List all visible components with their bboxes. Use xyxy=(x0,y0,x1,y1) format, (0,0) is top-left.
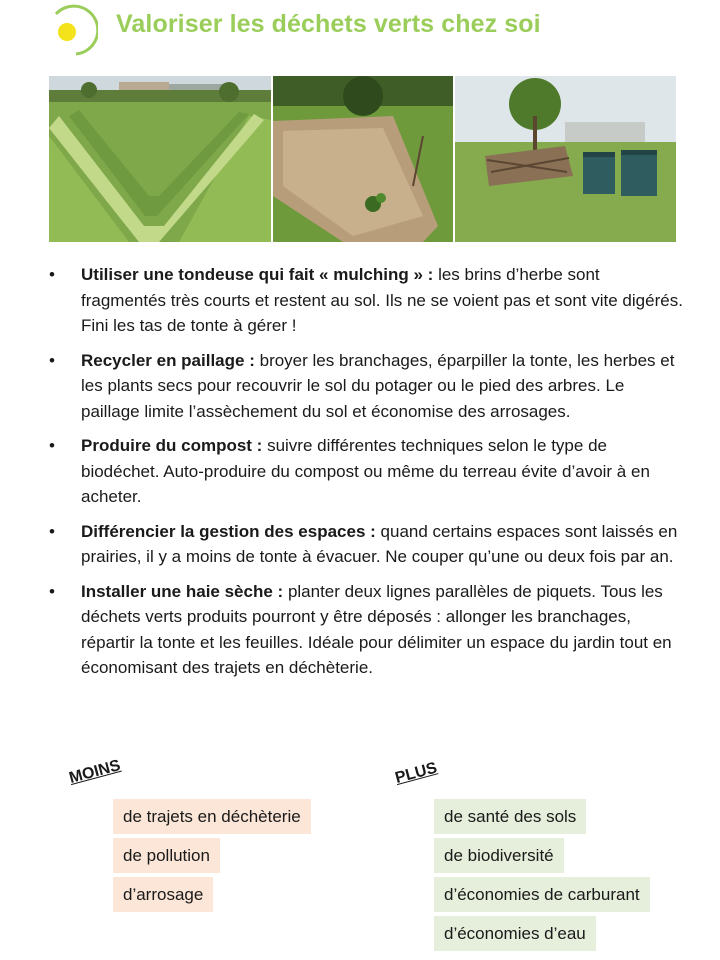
bullet-icon: • xyxy=(49,350,55,370)
tip-text: quand certains espaces sont laissés en prairies, il y a moins de tonte à évacuer. Ne couper qu’une ou deux fois par an. xyxy=(81,521,678,566)
tip-text: suivre différentes techniques selon le type de biodéchet. Auto-produire du compost ou même du terreau évite d’avoir à en acheter. xyxy=(81,436,650,506)
tip-text: broyer les branchages, éparpiller la tonte, les herbes et les plants secs pour recouvrir le sol du potager ou le pied des arbres. Le paillage limite l’assèchement du sol et économise des arrosages. xyxy=(81,350,675,421)
tip-text: les brins d’herbe sont fragmentés très courts et restent au sol. Ils ne se voient pas et sont vite digérés. Fini les tas de tonte à gérer ! xyxy=(81,265,683,335)
bullet-icon: • xyxy=(49,521,55,541)
tip-text: planter deux lignes parallèles de piquets. Tous les déchets verts produits pourront y être déposés : allonger les branchages, répartir la tonte et les feuilles. Idéale pour délimiter un espace du jardin tout en économisant des trajets en déchèterie. xyxy=(81,581,672,677)
page-title: Valoriser les déchets verts chez soi xyxy=(116,10,541,38)
list-item xyxy=(46,348,686,425)
moins-item: de trajets en déchèterie xyxy=(113,799,311,834)
tip-heading: Différencier la gestion des espaces : xyxy=(81,521,376,541)
moins-item: de pollution xyxy=(113,838,220,873)
moins-item: d’arrosage xyxy=(113,877,213,912)
list-item xyxy=(46,433,686,510)
list-item xyxy=(46,579,686,681)
plus-item: de biodiversité xyxy=(434,838,564,873)
photo-mulched-bed xyxy=(273,76,453,242)
list-item xyxy=(46,262,686,339)
sun-logo-icon xyxy=(46,4,98,56)
photo-strip xyxy=(49,76,676,242)
plus-item: d’économies de carburant xyxy=(434,877,650,912)
plus-label: PLUS xyxy=(393,759,439,788)
moins-label: MOINS xyxy=(67,757,123,788)
list-item xyxy=(46,519,686,570)
photo-mown-paths xyxy=(49,76,271,242)
plus-item: de santé des sols xyxy=(434,799,586,834)
tips-list xyxy=(46,262,686,690)
bullet-icon: • xyxy=(49,436,55,455)
bullet-icon: • xyxy=(49,581,55,601)
plus-item: d’économies d’eau xyxy=(434,916,596,951)
tip-heading: Installer une haie sèche : xyxy=(81,581,284,601)
bullet-icon: • xyxy=(49,265,55,284)
photo-compost-bins xyxy=(455,76,676,242)
tip-heading: Produire du compost : xyxy=(81,436,263,455)
tip-heading: Recycler en paillage : xyxy=(81,350,255,370)
tip-heading: Utiliser une tondeuse qui fait « mulching » : xyxy=(81,265,434,284)
